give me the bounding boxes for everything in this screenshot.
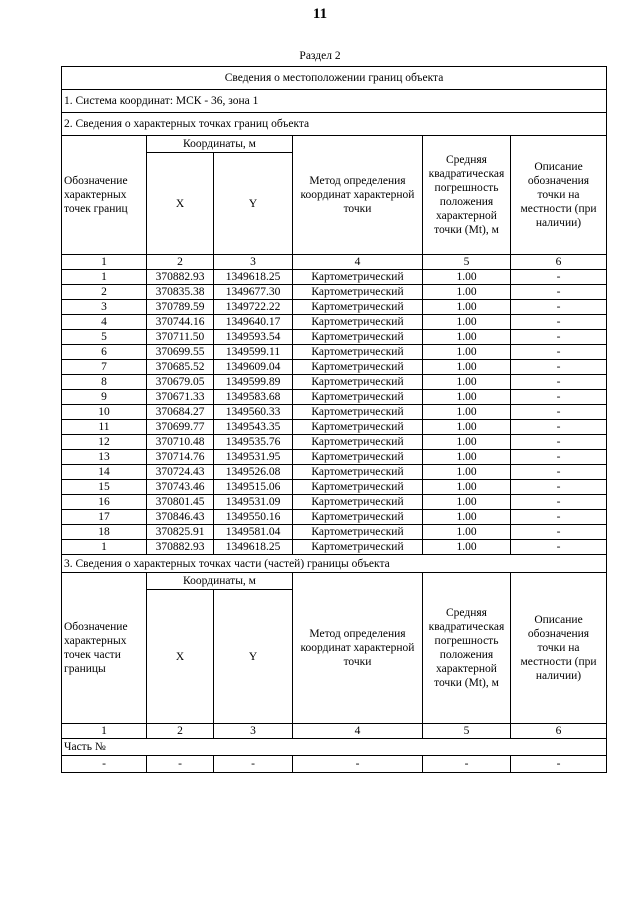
- table-cell: 1.00: [423, 345, 511, 360]
- section2-header-accuracy: Средняя квадратическая погрешность положения характерной точки (Mt), м: [423, 136, 511, 255]
- column-number: 4: [293, 724, 423, 739]
- section2-header-coords: Координаты, м: [147, 136, 293, 153]
- section2-header-description: Описание обозначения точки на местности (при наличии): [511, 136, 607, 255]
- table-cell: Картометрический: [293, 450, 423, 465]
- table-cell: Картометрический: [293, 405, 423, 420]
- table-cell: 1349560.33: [214, 405, 293, 420]
- section3-header-accuracy: Средняя квадратическая погрешность положения характерной точки (Mt), м: [423, 573, 511, 724]
- table-cell: 1.00: [423, 270, 511, 285]
- table-row: [62, 270, 607, 285]
- table-cell: 6: [62, 345, 147, 360]
- table-cell: 3: [62, 300, 147, 315]
- table-cell: 1.00: [423, 390, 511, 405]
- table-cell: -: [423, 756, 511, 773]
- table-cell: 1.00: [423, 495, 511, 510]
- section2-header-y: Y: [214, 153, 293, 255]
- table-cell: 1.00: [423, 465, 511, 480]
- coordinate-system: 1. Система координат: МСК - 36, зона 1: [62, 90, 607, 113]
- table-cell: Картометрический: [293, 360, 423, 375]
- table-row: [62, 345, 607, 360]
- section-label: Раздел 2: [299, 50, 341, 62]
- section2-header-x: X: [147, 153, 214, 255]
- table-cell: 1.00: [423, 435, 511, 450]
- table-cell: Картометрический: [293, 495, 423, 510]
- table-row: [62, 465, 607, 480]
- table-cell: 1.00: [423, 300, 511, 315]
- table-cell: -: [511, 405, 607, 420]
- table-cell: 1349640.17: [214, 315, 293, 330]
- table-cell: 370710.48: [147, 435, 214, 450]
- table-cell: 1.00: [423, 510, 511, 525]
- table-cell: 370714.76: [147, 450, 214, 465]
- table-cell: 2: [62, 285, 147, 300]
- table-cell: 370835.38: [147, 285, 214, 300]
- section2-heading: 2. Сведения о характерных точках границ объекта: [62, 113, 607, 136]
- column-number: 1: [62, 724, 147, 739]
- table-cell: 1.00: [423, 525, 511, 540]
- table-cell: 370679.05: [147, 375, 214, 390]
- table-cell: 1.00: [423, 450, 511, 465]
- table-cell: Картометрический: [293, 270, 423, 285]
- table-cell: -: [511, 300, 607, 315]
- section3-header-description: Описание обозначения точки на местности (при наличии): [511, 573, 607, 724]
- table-row: [62, 285, 607, 300]
- column-number: 3: [214, 724, 293, 739]
- table-cell: 14: [62, 465, 147, 480]
- table-cell: -: [511, 330, 607, 345]
- table-cell: -: [511, 495, 607, 510]
- table-cell: Картометрический: [293, 435, 423, 450]
- table-cell: 16: [62, 495, 147, 510]
- table-cell: 370724.43: [147, 465, 214, 480]
- table-row: [62, 360, 607, 375]
- table-cell: Картометрический: [293, 465, 423, 480]
- table-cell: -: [511, 756, 607, 773]
- table-row: [62, 405, 607, 420]
- page-number: 11: [312, 6, 328, 22]
- table-cell: 1.00: [423, 480, 511, 495]
- table-row: [62, 540, 607, 555]
- table-cell: Картометрический: [293, 345, 423, 360]
- column-number: 6: [511, 255, 607, 270]
- part-label: Часть №: [62, 739, 607, 756]
- table-cell: 370744.16: [147, 315, 214, 330]
- table-cell: 370825.91: [147, 525, 214, 540]
- section3-header-x: X: [147, 590, 214, 724]
- table-cell: 1.00: [423, 360, 511, 375]
- table-cell: 7: [62, 360, 147, 375]
- table-cell: 370671.33: [147, 390, 214, 405]
- table-cell: 13: [62, 450, 147, 465]
- table-cell: -: [511, 360, 607, 375]
- table-cell: 1349543.35: [214, 420, 293, 435]
- column-number: 6: [511, 724, 607, 739]
- table-cell: 1349581.04: [214, 525, 293, 540]
- table-cell: 1.00: [423, 540, 511, 555]
- column-number: 5: [423, 724, 511, 739]
- table-row: [62, 756, 607, 773]
- table-cell: Картометрический: [293, 285, 423, 300]
- table-cell: 18: [62, 525, 147, 540]
- column-number: 1: [62, 255, 147, 270]
- table-cell: Картометрический: [293, 390, 423, 405]
- table-cell: 1.00: [423, 330, 511, 345]
- table-cell: 370684.27: [147, 405, 214, 420]
- table-row: [62, 495, 607, 510]
- table-cell: Картометрический: [293, 540, 423, 555]
- table-cell: -: [511, 345, 607, 360]
- table-cell: 5: [62, 330, 147, 345]
- table-cell: 4: [62, 315, 147, 330]
- table-cell: 370789.59: [147, 300, 214, 315]
- table-cell: 1349593.54: [214, 330, 293, 345]
- column-number: 2: [147, 255, 214, 270]
- table-cell: -: [511, 525, 607, 540]
- table-cell: 1349722.22: [214, 300, 293, 315]
- table-cell: -: [511, 270, 607, 285]
- table-cell: 370699.77: [147, 420, 214, 435]
- column-number: 5: [423, 255, 511, 270]
- table-cell: 10: [62, 405, 147, 420]
- table-cell: 15: [62, 480, 147, 495]
- table-cell: 12: [62, 435, 147, 450]
- table-row: [62, 315, 607, 330]
- table-cell: 9: [62, 390, 147, 405]
- section3-header-point: Обозначение характерных точек части границы: [62, 573, 147, 724]
- table-cell: 1349618.25: [214, 270, 293, 285]
- table-cell: 1.00: [423, 315, 511, 330]
- table-cell: 370882.93: [147, 540, 214, 555]
- column-number: 4: [293, 255, 423, 270]
- table-cell: 1349531.95: [214, 450, 293, 465]
- table-cell: 1349550.16: [214, 510, 293, 525]
- section3-header-method: Метод определения координат характерной точки: [293, 573, 423, 724]
- table-cell: 1349599.11: [214, 345, 293, 360]
- table-cell: -: [511, 315, 607, 330]
- table-cell: 1.00: [423, 375, 511, 390]
- table-cell: 1349583.68: [214, 390, 293, 405]
- table-cell: -: [511, 285, 607, 300]
- table-row: [62, 375, 607, 390]
- section3-header-coords: Координаты, м: [147, 573, 293, 590]
- table-cell: Картометрический: [293, 525, 423, 540]
- table-cell: 370743.46: [147, 480, 214, 495]
- section3-heading: 3. Сведения о характерных точках части (частей) границы объекта: [62, 555, 607, 573]
- section2-header-point: Обозначение характерных точек границ: [62, 136, 147, 255]
- table-cell: -: [511, 435, 607, 450]
- table-cell: -: [147, 756, 214, 773]
- table-row: [62, 510, 607, 525]
- table-cell: 1349609.04: [214, 360, 293, 375]
- table-cell: 1349526.08: [214, 465, 293, 480]
- table-cell: 1349677.30: [214, 285, 293, 300]
- table-cell: 1.00: [423, 285, 511, 300]
- section2-header-method: Метод определения координат характерной точки: [293, 136, 423, 255]
- section3-header-y: Y: [214, 590, 293, 724]
- table-row: [62, 390, 607, 405]
- table-cell: -: [511, 480, 607, 495]
- table-cell: 1.00: [423, 405, 511, 420]
- boundary-table: [61, 66, 607, 773]
- table-cell: -: [62, 756, 147, 773]
- table-row: [62, 450, 607, 465]
- table-cell: -: [293, 756, 423, 773]
- table-row: [62, 420, 607, 435]
- table-cell: 370699.55: [147, 345, 214, 360]
- table-row: [62, 435, 607, 450]
- table-cell: Картометрический: [293, 420, 423, 435]
- table-row: [62, 300, 607, 315]
- table-cell: -: [511, 465, 607, 480]
- table-row: [62, 480, 607, 495]
- table-cell: 370711.50: [147, 330, 214, 345]
- table-cell: 8: [62, 375, 147, 390]
- table-cell: Картометрический: [293, 480, 423, 495]
- table-cell: 1: [62, 270, 147, 285]
- table-cell: -: [511, 420, 607, 435]
- table-cell: 1349618.25: [214, 540, 293, 555]
- table-cell: 370685.52: [147, 360, 214, 375]
- section2-column-numbers: [62, 255, 607, 270]
- table-cell: Картометрический: [293, 300, 423, 315]
- table-cell: -: [511, 390, 607, 405]
- table-cell: -: [214, 756, 293, 773]
- table-cell: 1.00: [423, 420, 511, 435]
- table-cell: 370882.93: [147, 270, 214, 285]
- table-cell: 1349531.09: [214, 495, 293, 510]
- column-number: 3: [214, 255, 293, 270]
- table-cell: Картометрический: [293, 315, 423, 330]
- table-cell: -: [511, 540, 607, 555]
- table-cell: Картометрический: [293, 330, 423, 345]
- table-cell: -: [511, 375, 607, 390]
- table-cell: 11: [62, 420, 147, 435]
- table-cell: 1349515.06: [214, 480, 293, 495]
- table-cell: 1349599.89: [214, 375, 293, 390]
- table-row: [62, 330, 607, 345]
- table-cell: 1: [62, 540, 147, 555]
- table-cell: 370801.45: [147, 495, 214, 510]
- table-cell: -: [511, 510, 607, 525]
- table-cell: Картометрический: [293, 375, 423, 390]
- table-cell: -: [511, 450, 607, 465]
- section3-column-numbers: [62, 724, 607, 739]
- table-cell: 17: [62, 510, 147, 525]
- table-cell: Картометрический: [293, 510, 423, 525]
- table-row: [62, 525, 607, 540]
- table-cell: 370846.43: [147, 510, 214, 525]
- table-cell: 1349535.76: [214, 435, 293, 450]
- document-title: Сведения о местоположении границ объекта: [62, 67, 607, 90]
- column-number: 2: [147, 724, 214, 739]
